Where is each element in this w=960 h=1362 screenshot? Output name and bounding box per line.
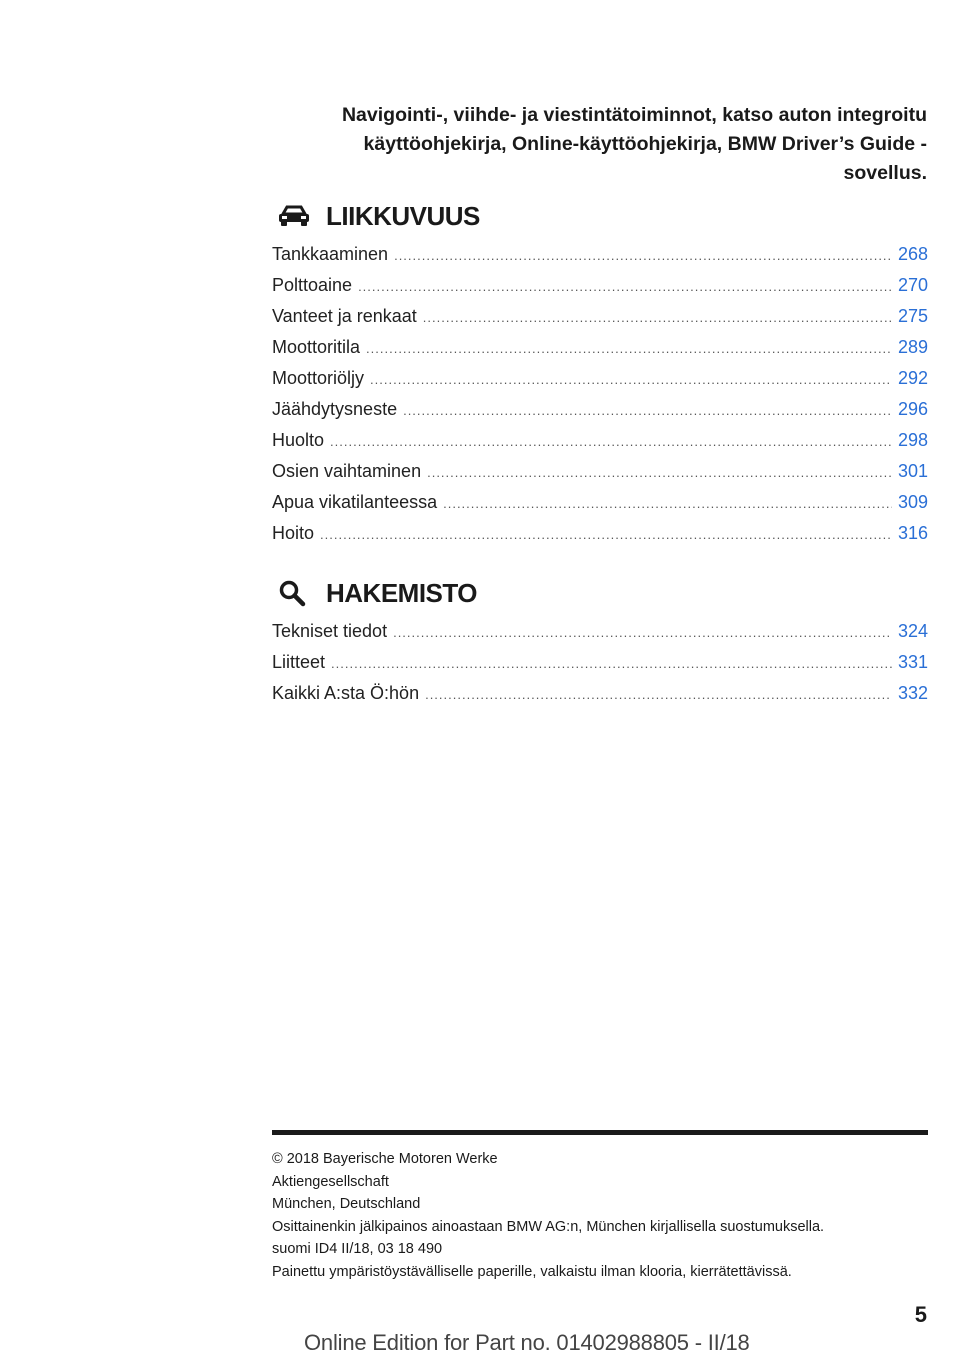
toc-page-link[interactable]: 292 — [897, 368, 928, 388]
toc-entry-label: Tekniset tiedot — [272, 621, 388, 641]
imprint-line-2: Aktiengesellschaft — [272, 1173, 389, 1190]
header-note — [287, 101, 927, 188]
section-liikkuvuus — [272, 195, 928, 549]
leader-dots — [394, 240, 892, 271]
toc-entry-label: Kaikki A:sta Ö:hön — [272, 683, 420, 703]
leader-dots — [320, 519, 892, 550]
toc-entry-osien-vaihtaminen[interactable] — [272, 456, 928, 487]
toc-entry-tankkaaminen[interactable] — [272, 239, 928, 270]
toc-entry-kaikki-a-sta-o-hon[interactable] — [272, 678, 928, 709]
toc-entry-polttoaine[interactable] — [272, 270, 928, 301]
toc-entry-label: Vanteet ja renkaat — [272, 306, 417, 326]
leader-dots — [358, 271, 892, 302]
imprint-line-6: Painettu ympäristöystävälliselle paperille, valkaistu ilman klooria, kierrätettävissä. — [272, 1263, 792, 1280]
toc-entry-liitteet[interactable] — [272, 647, 928, 678]
imprint-line-4: Osittainenkin jälkipainos ainoastaan BMW AG:n, München kirjallisella suostumuksella. — [272, 1218, 825, 1235]
toc-page-link[interactable]: 332 — [897, 683, 928, 703]
toc-page-link[interactable]: 270 — [897, 275, 928, 295]
toc-entry-apua-vikatilanteessa[interactable] — [272, 487, 928, 518]
toc-page-link[interactable]: 309 — [897, 492, 928, 512]
leader-dots — [331, 648, 892, 679]
toc-page-link[interactable]: 289 — [897, 337, 928, 357]
leader-dots — [425, 679, 892, 710]
toc-entry-label: Liitteet — [272, 652, 326, 672]
toc-entry-vanteet-ja-renkaat[interactable] — [272, 301, 928, 332]
toc-entry-label: Jäähdytysneste — [272, 399, 398, 419]
toc-page-link[interactable]: 316 — [897, 523, 928, 543]
page-number: 5 — [914, 1302, 927, 1327]
toc-entry-jaahdytysneste[interactable] — [272, 394, 928, 425]
imprint-line-1: © 2018 Bayerische Motoren Werke — [272, 1151, 498, 1167]
footer-divider — [272, 1130, 928, 1135]
toc-page-link[interactable]: 268 — [897, 244, 928, 264]
toc-entry-tekniset-tiedot[interactable] — [272, 616, 928, 647]
toc-entry-moottoriolja[interactable] — [272, 363, 928, 394]
toc-entry-label: Polttoaine — [272, 275, 353, 295]
imprint — [272, 1148, 928, 1283]
toc-entry-label: Huolto — [272, 430, 325, 450]
toc-entry-label: Hoito — [272, 523, 315, 543]
section-title: HAKEMISTO — [326, 577, 478, 608]
imprint-line-3: München, Deutschland — [272, 1196, 421, 1212]
section-title: LIIKKUVUUS — [326, 200, 480, 231]
section-header — [272, 195, 928, 237]
leader-dots — [366, 333, 892, 364]
toc-page-link[interactable]: 296 — [897, 399, 928, 419]
leader-dots — [427, 457, 892, 488]
leader-dots — [423, 302, 892, 333]
leader-dots — [443, 488, 892, 519]
leader-dots — [370, 364, 892, 395]
toc-list — [272, 239, 928, 549]
toc-page-link[interactable]: 298 — [897, 430, 928, 450]
leader-dots — [403, 395, 892, 426]
section-header — [272, 572, 928, 614]
header-note-line-3: sovellus. — [843, 162, 927, 184]
car-icon — [278, 201, 318, 231]
section-hakemisto — [272, 572, 928, 709]
toc-entry-label: Moottoritila — [272, 337, 361, 357]
toc-entry-huolto[interactable] — [272, 425, 928, 456]
search-icon — [278, 578, 318, 608]
toc-page-link[interactable]: 301 — [897, 461, 928, 481]
header-note-line-2: käyttöohjekirja, Online-käyttöohjekirja, BMW Driver’s Guide - — [363, 133, 927, 155]
toc-entry-label: Tankkaaminen — [272, 244, 389, 264]
leader-dots — [330, 426, 892, 457]
toc-page-link[interactable]: 324 — [897, 621, 928, 641]
toc-page-link[interactable]: 275 — [897, 306, 928, 326]
imprint-line-5: suomi ID4 II/18, 03 18 490 — [272, 1241, 443, 1257]
toc-list — [272, 616, 928, 709]
toc-entry-label: Moottoriöljy — [272, 368, 365, 388]
toc-entry-hoito[interactable] — [272, 518, 928, 549]
header-note-line-1: Navigointi-, viihde- ja viestintätoiminnot, katso auton integroitu — [341, 104, 927, 126]
toc-entry-label: Apua vikatilanteessa — [272, 492, 438, 512]
toc-entry-moottoritila[interactable] — [272, 332, 928, 363]
toc-entry-label: Osien vaihtaminen — [272, 461, 422, 481]
toc-page-link[interactable]: 331 — [897, 652, 928, 672]
watermark: Online Edition for Part no. 01402988805 - II/18 — [304, 1330, 750, 1355]
leader-dots — [393, 617, 892, 648]
